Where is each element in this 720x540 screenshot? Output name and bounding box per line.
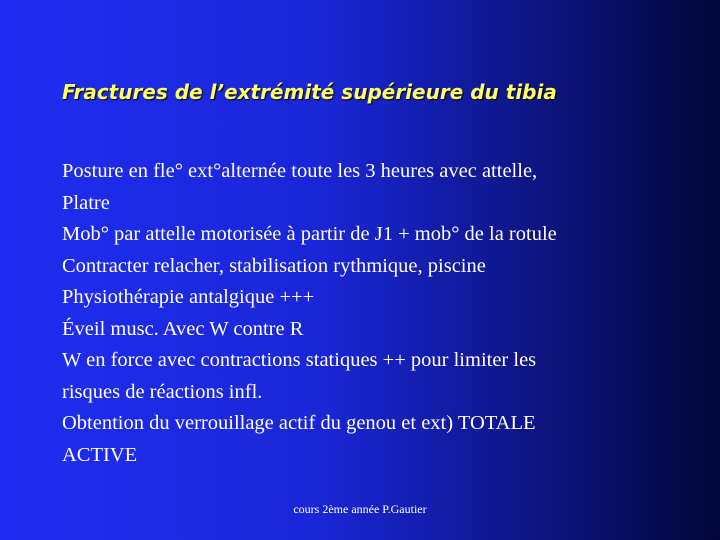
slide-body [62,156,662,471]
body-line: risques de réactions infl. [62,380,263,403]
slide-footer: cours 2ème année P.Gautier [293,502,427,516]
body-line: Contracter relacher, stabilisation rythmique, piscine [62,254,486,277]
slide-title: Fractures de l’extrémité supérieure du tibia [62,80,557,104]
body-line: W en force avec contractions statiques ++ pour limiter les [62,349,537,371]
body-line: Obtention du verrouillage actif du genou et ext) TOTALE [62,412,536,434]
body-line: Posture en fle° ext°alternée toute les 3 heures avec attelle, [62,160,538,182]
body-line: Physiothérapie antalgique +++ [62,286,315,308]
body-line: ACTIVE [62,443,138,466]
body-line: Mob° par attelle motorisée à partir de J1 + mob° de la rotule [62,223,557,245]
body-line: Éveil musc. Avec W contre R [62,317,304,340]
body-line: Platre [62,191,110,214]
